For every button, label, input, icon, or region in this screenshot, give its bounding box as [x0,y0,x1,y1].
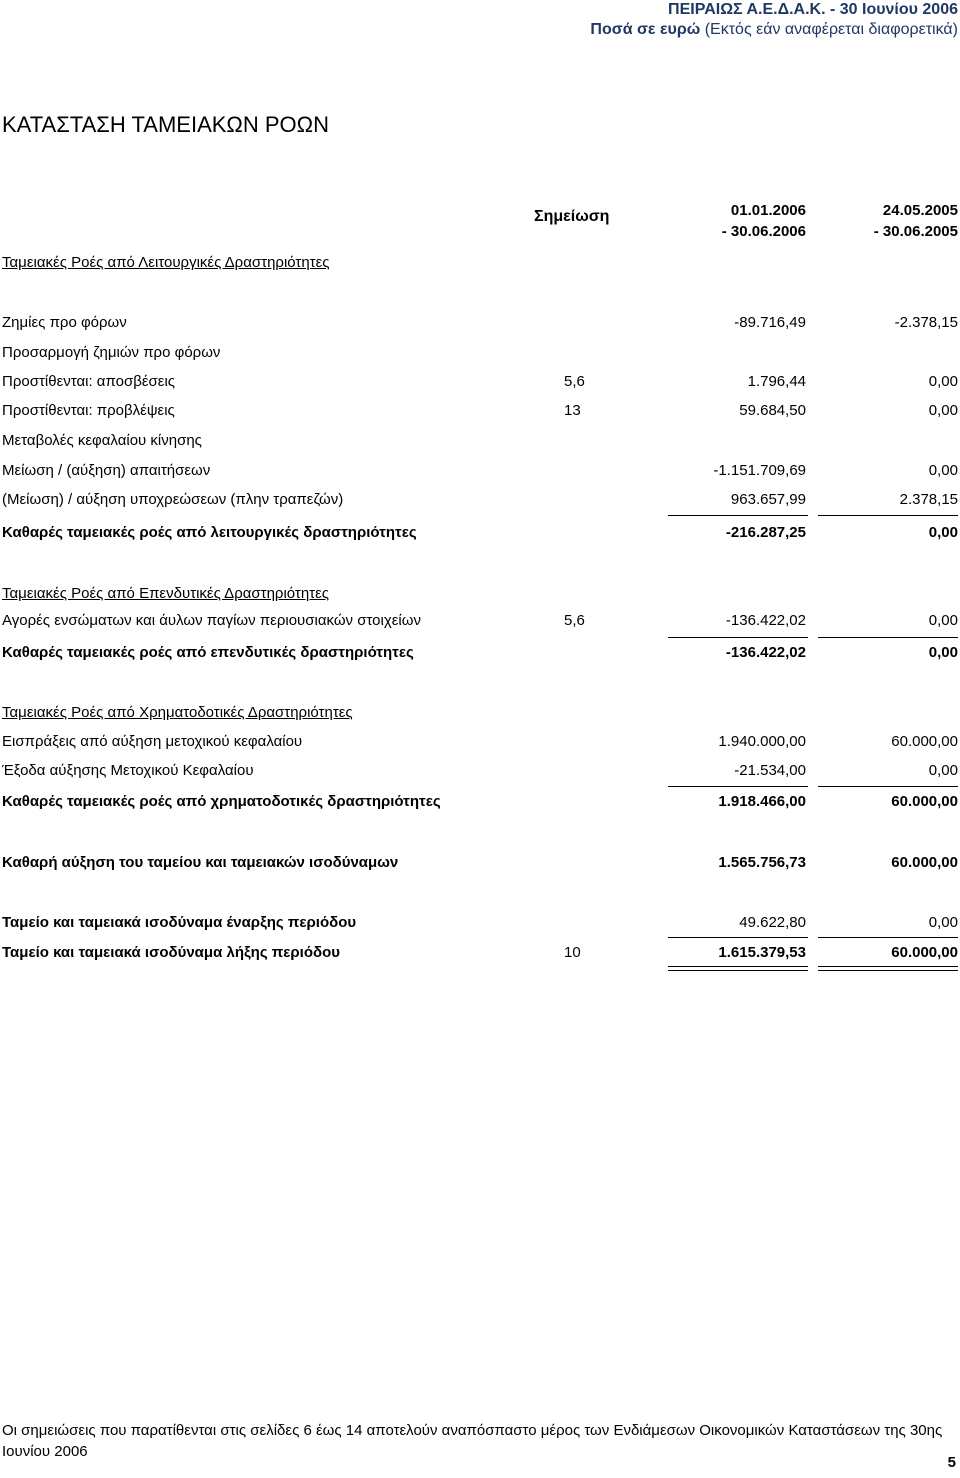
value-2006: 59.684,50 [739,402,806,419]
footer-note: Οι σημειώσεις που παρατίθενται στις σελίδες 6 έως 14 αποτελούν αναπόσπαστο μέρος των Ενδιάμεσων Οικονομικών Καταστάσεων της 30ης Ιουνίου 2006 [2,1422,943,1460]
double-underline [818,966,958,971]
value-2006: 1.940.000,00 [718,733,806,750]
row-label: Αγορές ενσώματων και άυλων παγίων περιουσιακών στοιχείων [2,612,421,629]
row-label: Ταμείο και ταμειακά ισοδύναμα λήξης περιόδου [2,944,340,961]
row-label: Εισπράξεις από αύξηση μετοχικού κεφαλαίου [2,733,303,750]
section-financing-heading [0,702,960,724]
value-2006: 1.796,44 [747,373,806,390]
amounts-label: Ποσά σε ευρώ [590,21,701,38]
subtotal-rule [668,786,808,787]
value-2006: -21.534,00 [734,762,806,779]
section-operating-heading [0,252,960,274]
company-header: ΠΕΙΡΑΙΩΣ Α.Ε.Δ.Α.Κ. - 30 Ιουνίου 2006 [668,1,958,18]
table-row [0,731,960,753]
table-row [0,610,960,632]
table-row [0,430,960,452]
row-label: Ταμειακές Ροές από Επενδυτικές Δραστηριότητες [2,585,330,602]
table-row [0,489,960,511]
period1-start: 01.01.2006 [730,202,806,219]
row-label: Προστίθενται: προβλέψεις [2,402,175,419]
subtotal-rule [818,786,958,787]
row-note: 5,6 [564,612,585,629]
row-label: Καθαρή αύξηση του ταμείου και ταμειακών ισοδύναμων [2,854,399,871]
value-2005: 60.000,00 [891,793,958,810]
value-2006: 1.615.379,53 [718,944,806,961]
net-increase-row [0,852,960,874]
period1-end: - 30.06.2006 [721,223,806,240]
period2-column-header [758,200,958,242]
subtotal-rule [818,515,958,516]
value-2005: 0,00 [928,612,958,629]
value-2005: 0,00 [928,644,958,661]
row-label: Έξοδα αύξησης Μετοχικού Κεφαλαίου [2,762,254,779]
value-2005: 0,00 [928,914,958,931]
row-label: Προστίθενται: αποσβέσεις [2,373,176,390]
row-note: 13 [564,402,581,419]
page-number: 5 [947,1454,956,1471]
row-note: 10 [564,944,581,961]
row-label: Ταμειακές Ροές από Λειτουργικές Δραστηριότητες [2,254,330,271]
row-label: Καθαρές ταμειακές ροές από επενδυτικές δραστηριότητες [2,644,414,661]
row-label: Μείωση / (αύξηση) απαιτήσεων [2,462,211,479]
value-2006: -136.422,02 [725,612,806,629]
row-label: Καθαρές ταμειακές ροές από χρηματοδοτικές δραστηριότητες [2,793,441,810]
amounts-note [590,20,958,40]
row-note: 5,6 [564,373,585,390]
period2-end: - 30.06.2005 [873,223,958,240]
value-2005: 0,00 [928,402,958,419]
subtotal-rule [668,515,808,516]
row-label: (Μείωση) / αύξηση υποχρεώσεων (πλην τραπεζών) [2,491,344,508]
note-column-header: Σημείωση [534,208,610,225]
subtotal-row [0,791,960,813]
value-2005: 0,00 [928,762,958,779]
page-title: ΚΑΤΑΣΤΑΣΗ ΤΑΜΕΙΑΚΩΝ ΡΟΩΝ [2,112,329,137]
table-row [0,342,960,364]
page-header [590,0,958,40]
subtotal-rule [818,637,958,638]
row-label: Μεταβολές κεφαλαίου κίνησης [2,432,202,449]
period2-start: 24.05.2005 [882,202,958,219]
value-2005: -2.378,15 [894,314,958,331]
value-2005: 60.000,00 [891,733,958,750]
table-row [0,460,960,482]
subtotal-rule [668,637,808,638]
total-rule [818,937,958,938]
subtotal-row [0,522,960,544]
row-label: Ζημίες προ φόρων [2,314,127,331]
row-label: Ταμείο και ταμειακά ισοδύναμα έναρξης περιόδου [2,914,357,931]
amounts-qualifier: (Εκτός εάν αναφέρεται διαφορετικά) [700,21,958,38]
value-2005: 0,00 [928,524,958,541]
value-2005: 0,00 [928,373,958,390]
value-2005: 0,00 [928,462,958,479]
value-2005: 2.378,15 [899,491,958,508]
value-2005: 60.000,00 [891,854,958,871]
value-2006: 1.918.466,00 [718,793,806,810]
value-2006: 1.565.756,73 [718,854,806,871]
subtotal-row [0,642,960,664]
value-2006: -89.716,49 [734,314,806,331]
value-2006: 49.622,80 [739,914,806,931]
section-investing-heading [0,583,960,605]
double-underline [668,966,808,971]
value-2005: 60.000,00 [891,944,958,961]
opening-cash-row [0,912,960,934]
value-2006: -1.151.709,69 [713,462,806,479]
row-label: Ταμειακές Ροές από Χρηματοδοτικές Δραστηριότητες [2,704,353,721]
table-row [0,760,960,782]
value-2006: 963.657,99 [730,491,806,508]
table-row [0,371,960,393]
value-2006: -216.287,25 [725,524,806,541]
closing-cash-row [0,942,960,964]
total-rule [668,937,808,938]
table-row [0,400,960,422]
row-label: Προσαρμογή ζημιών προ φόρων [2,344,221,361]
row-label: Καθαρές ταμειακές ροές από λειτουργικές δραστηριότητες [2,524,417,541]
value-2006: -136.422,02 [725,644,806,661]
table-row [0,312,960,334]
